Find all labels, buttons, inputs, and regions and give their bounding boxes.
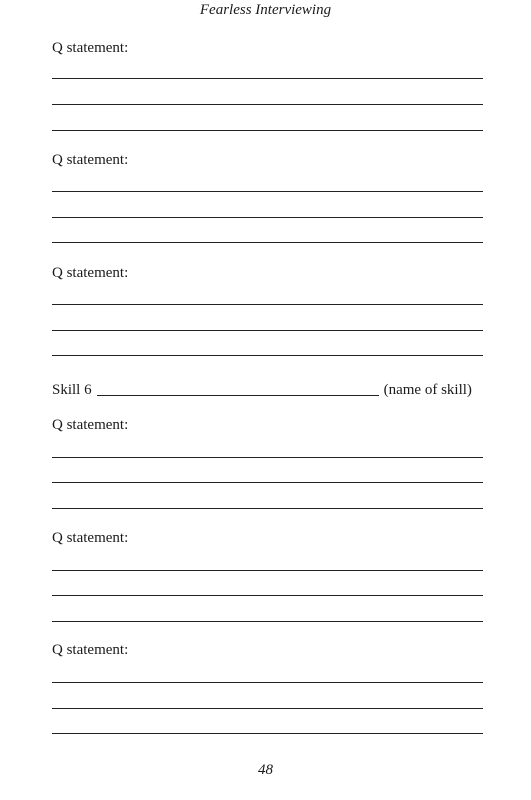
q-statement-label: Q statement: bbox=[52, 265, 129, 281]
q-statement-label: Q statement: bbox=[52, 417, 129, 433]
page-number: 48 bbox=[258, 762, 273, 778]
answer-line bbox=[52, 242, 483, 243]
q-statement-label: Q statement: bbox=[52, 152, 129, 168]
answer-line bbox=[52, 330, 483, 331]
answer-line bbox=[52, 621, 483, 622]
answer-line bbox=[52, 508, 483, 509]
answer-line bbox=[52, 304, 483, 305]
answer-line bbox=[52, 78, 483, 79]
answer-line bbox=[52, 130, 483, 131]
answer-line bbox=[52, 457, 483, 458]
answer-line bbox=[52, 570, 483, 571]
q-statement-label: Q statement: bbox=[52, 40, 129, 56]
running-head: Fearless Interviewing bbox=[199, 2, 332, 18]
answer-line bbox=[52, 104, 483, 105]
answer-line bbox=[52, 482, 483, 483]
q-statement-label: Q statement: bbox=[52, 642, 129, 658]
skill-name-blank bbox=[97, 394, 379, 396]
answer-line bbox=[52, 733, 483, 734]
answer-line bbox=[52, 682, 483, 683]
skill-suffix: (name of skill) bbox=[383, 382, 472, 398]
answer-line bbox=[52, 355, 483, 356]
answer-line bbox=[52, 217, 483, 218]
skill-row bbox=[52, 381, 482, 399]
answer-line bbox=[52, 595, 483, 596]
answer-line bbox=[52, 708, 483, 709]
answer-line bbox=[52, 191, 483, 192]
skill-label: Skill 6 bbox=[52, 382, 92, 398]
q-statement-label: Q statement: bbox=[52, 530, 129, 546]
